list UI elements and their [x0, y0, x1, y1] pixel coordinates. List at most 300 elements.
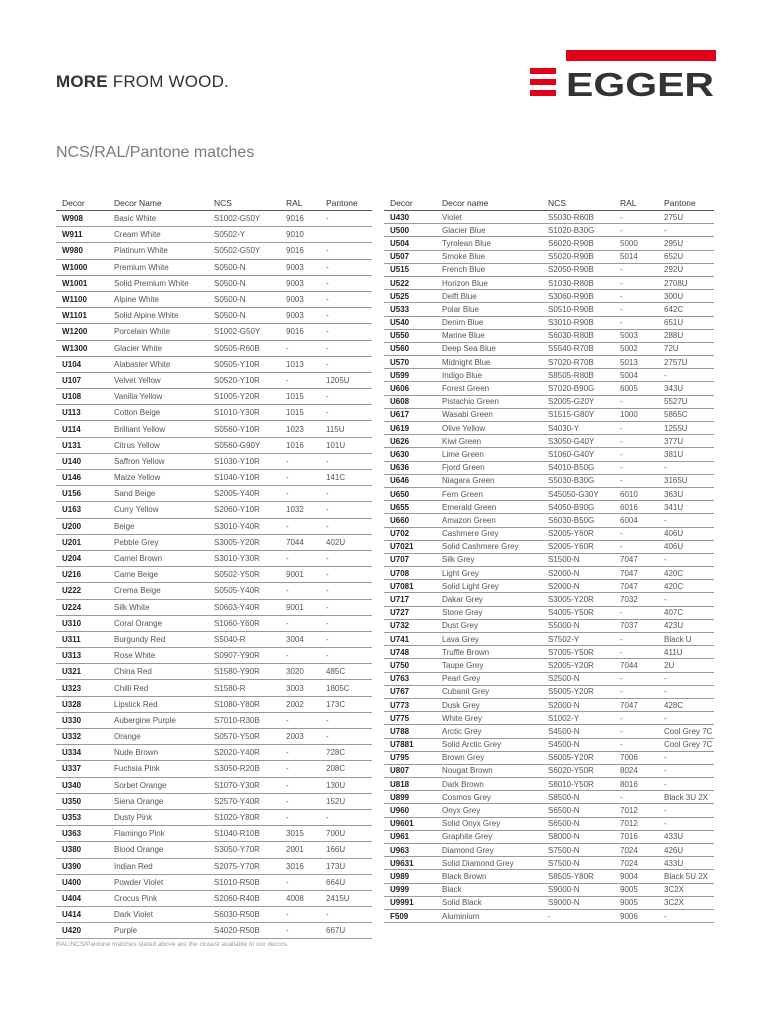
column-header-decor-name: Decor name	[436, 190, 542, 211]
decor-code: U717	[384, 593, 436, 606]
decor-code: U630	[384, 448, 436, 461]
ncs-code: S2005-G20Y	[542, 395, 614, 408]
decor-name: Niagara Green	[436, 474, 542, 487]
pantone-code: 141C	[320, 470, 372, 486]
ral-code: -	[614, 672, 658, 685]
pantone-code: 288U	[658, 329, 714, 342]
pantone-code: Cool Grey 7C	[658, 725, 714, 738]
pantone-code: -	[320, 243, 372, 259]
decor-code: U310	[56, 615, 108, 631]
decor-name: Lava Grey	[436, 633, 542, 646]
decor-code: U163	[56, 502, 108, 518]
table-row	[56, 696, 372, 712]
ral-code: 7024	[614, 844, 658, 857]
table-row	[56, 874, 372, 890]
decor-code: U989	[384, 870, 436, 883]
decor-code: U775	[384, 712, 436, 725]
ncs-code: S3005-Y20R	[208, 534, 280, 550]
decor-code: U204	[56, 550, 108, 566]
decor-name: Light Grey	[436, 567, 542, 580]
ncs-code: S2000-N	[542, 698, 614, 711]
decor-code: U570	[384, 356, 436, 369]
ral-code: -	[614, 316, 658, 329]
ral-code: -	[614, 290, 658, 303]
ral-code: -	[280, 793, 320, 809]
pantone-code: -	[320, 486, 372, 502]
decor-code: U617	[384, 408, 436, 421]
pantone-code: 292U	[658, 263, 714, 276]
decor-name: Fuchsia Pink	[108, 761, 208, 777]
decor-name: Platinum White	[108, 243, 208, 259]
column-header-pantone-code: Pantone	[320, 190, 372, 211]
decor-code: U727	[384, 606, 436, 619]
ncs-code: S1070-Y30R	[208, 777, 280, 793]
pantone-code: 295U	[658, 237, 714, 250]
pantone-code: 173C	[320, 696, 372, 712]
decor-name: Solid Arctic Grey	[436, 738, 542, 751]
table-row	[384, 909, 714, 922]
ncs-code: S7020-R70B	[542, 356, 614, 369]
ncs-code: S1580-R	[208, 680, 280, 696]
decor-code: U353	[56, 809, 108, 825]
pantone-code: 411U	[658, 646, 714, 659]
table-row	[384, 303, 714, 316]
ral-code: 6016	[614, 501, 658, 514]
decor-code: U707	[384, 553, 436, 566]
decor-name: Indian Red	[108, 858, 208, 874]
table-row	[384, 527, 714, 540]
decor-name: Rose White	[108, 648, 208, 664]
pantone-code: -	[658, 553, 714, 566]
ral-code: -	[280, 615, 320, 631]
pantone-code: 3165U	[658, 474, 714, 487]
table-row	[384, 237, 714, 250]
ncs-code: S6005-Y20R	[542, 751, 614, 764]
ral-code: 9010	[280, 227, 320, 243]
pantone-code: -	[320, 324, 372, 340]
ral-code: -	[614, 646, 658, 659]
table-row	[384, 896, 714, 909]
decor-code: U795	[384, 751, 436, 764]
pantone-code: -	[658, 461, 714, 474]
table-row	[384, 474, 714, 487]
table-row	[384, 435, 714, 448]
ral-code: 8024	[614, 764, 658, 777]
decor-code: U7021	[384, 540, 436, 553]
table-row	[384, 738, 714, 751]
ral-code: 7012	[614, 817, 658, 830]
decor-name: Solid Alpine White	[108, 308, 208, 324]
table-row	[56, 211, 372, 227]
decor-code: U504	[384, 237, 436, 250]
decor-name: Porcelain White	[108, 324, 208, 340]
ncs-code: S1020-Y80R	[208, 809, 280, 825]
decor-name: Crocus Pink	[108, 890, 208, 906]
pantone-code: Cool Grey 7C	[658, 738, 714, 751]
decor-name: Solid Onyx Grey	[436, 817, 542, 830]
table-row	[56, 275, 372, 291]
ncs-code: S9000-N	[542, 883, 614, 896]
ncs-code: S1580-Y90R	[208, 664, 280, 680]
decor-code: U533	[384, 303, 436, 316]
left-color-table	[56, 190, 372, 939]
ral-code: -	[614, 738, 658, 751]
decor-name: Siena Orange	[108, 793, 208, 809]
decor-name: Kiwi Green	[436, 435, 542, 448]
decor-code: W1300	[56, 340, 108, 356]
ral-code: 9004	[614, 870, 658, 883]
ncs-code: S0505-R60B	[208, 340, 280, 356]
decor-name: Curry Yellow	[108, 502, 208, 518]
table-row	[384, 514, 714, 527]
ncs-code: S1080-Y80R	[208, 696, 280, 712]
ral-code: 6005	[614, 382, 658, 395]
pantone-code: -	[658, 778, 714, 791]
ncs-code: S1500-N	[542, 553, 614, 566]
column-header-decor-code: Decor	[384, 190, 436, 211]
decor-code: U7881	[384, 738, 436, 751]
ncs-code: S1002-Y	[542, 712, 614, 725]
ncs-code: S6030-R80B	[542, 329, 614, 342]
ral-code: 8016	[614, 778, 658, 791]
ncs-code: S3050-R20B	[208, 761, 280, 777]
table-row	[56, 712, 372, 728]
ncs-code: S5030-R60B	[542, 211, 614, 224]
decor-name: Fjord Green	[436, 461, 542, 474]
table-row	[384, 857, 714, 870]
pantone-code: 300U	[658, 290, 714, 303]
decor-name: Black Brown	[436, 870, 542, 883]
decor-name: Fern Green	[436, 487, 542, 500]
pantone-code: -	[320, 291, 372, 307]
ral-code: 9003	[280, 259, 320, 275]
table-row	[56, 664, 372, 680]
ral-code: -	[280, 761, 320, 777]
decor-code: U515	[384, 263, 436, 276]
decor-code: W1200	[56, 324, 108, 340]
pantone-code: 485C	[320, 664, 372, 680]
ral-code: 2002	[280, 696, 320, 712]
decor-name: Saffron Yellow	[108, 453, 208, 469]
ral-code: 7006	[614, 751, 658, 764]
table-row	[384, 501, 714, 514]
table-row	[56, 680, 372, 696]
ral-code: -	[280, 712, 320, 728]
decor-code: U201	[56, 534, 108, 550]
decor-name: Solid Premium White	[108, 275, 208, 291]
pantone-code: 420C	[658, 580, 714, 593]
table-row	[384, 698, 714, 711]
ncs-code: S0502-Y	[208, 227, 280, 243]
ncs-code: S1002-G50Y	[208, 211, 280, 227]
decor-name: Arctic Grey	[436, 725, 542, 738]
ncs-code: S6020-Y50R	[542, 764, 614, 777]
pantone-code: -	[320, 308, 372, 324]
table-row	[384, 395, 714, 408]
ral-code: -	[614, 606, 658, 619]
decor-name: Solid Cashmere Grey	[436, 540, 542, 553]
ral-code: 2003	[280, 729, 320, 745]
ral-code: -	[280, 550, 320, 566]
decor-name: Nougat Brown	[436, 764, 542, 777]
ncs-code: S3010-Y30R	[208, 550, 280, 566]
table-row	[384, 211, 714, 224]
table-row	[384, 408, 714, 421]
pantone-code: 651U	[658, 316, 714, 329]
ncs-code: S9000-N	[542, 896, 614, 909]
ncs-code: S2060-Y10R	[208, 502, 280, 518]
ral-code: 7044	[280, 534, 320, 550]
ral-code: 9003	[280, 275, 320, 291]
decor-code: U999	[384, 883, 436, 896]
decor-name: Delft Blue	[436, 290, 542, 303]
table-row	[384, 448, 714, 461]
ncs-code: S0500-N	[208, 259, 280, 275]
pantone-code: 363U	[658, 487, 714, 500]
decor-code: U404	[56, 890, 108, 906]
decor-code: W1101	[56, 308, 108, 324]
ral-code: 4008	[280, 890, 320, 906]
pantone-code: -	[320, 712, 372, 728]
decor-name: Dark Violet	[108, 907, 208, 923]
ral-code: -	[280, 486, 320, 502]
table-row	[56, 453, 372, 469]
pantone-code: -	[320, 809, 372, 825]
pantone-code: -	[658, 804, 714, 817]
pantone-code: -	[658, 751, 714, 764]
decor-name: French Blue	[436, 263, 542, 276]
table-row	[384, 606, 714, 619]
ral-code: -	[614, 211, 658, 224]
ral-code: 9006	[614, 909, 658, 922]
ral-code: 7047	[614, 580, 658, 593]
table-row	[56, 729, 372, 745]
ncs-code: S7500-N	[542, 844, 614, 857]
pantone-code: 101U	[320, 437, 372, 453]
table-row	[56, 761, 372, 777]
pantone-code: 728C	[320, 745, 372, 761]
ral-code: 7012	[614, 804, 658, 817]
pantone-code: -	[320, 389, 372, 405]
pantone-code: 664U	[320, 874, 372, 890]
table-row	[56, 793, 372, 809]
decor-code: U200	[56, 518, 108, 534]
decor-code: W908	[56, 211, 108, 227]
table-row	[56, 227, 372, 243]
pantone-code: 115U	[320, 421, 372, 437]
decor-code: U337	[56, 761, 108, 777]
page-title: NCS/RAL/Pantone matches	[56, 144, 255, 161]
table-row	[384, 593, 714, 606]
ncs-code: S3010-Y40R	[208, 518, 280, 534]
table-row	[56, 923, 372, 939]
pantone-code: 2708U	[658, 276, 714, 289]
ncs-code: S1010-Y30R	[208, 405, 280, 421]
pantone-code: 2U	[658, 659, 714, 672]
table-row	[384, 883, 714, 896]
decor-code: U960	[384, 804, 436, 817]
table-row	[56, 826, 372, 842]
decor-code: U750	[384, 659, 436, 672]
ral-code: -	[280, 777, 320, 793]
table-row	[384, 250, 714, 263]
decor-code: U655	[384, 501, 436, 514]
table-row	[384, 791, 714, 804]
decor-name: Onyx Grey	[436, 804, 542, 817]
pantone-code: -	[320, 259, 372, 275]
ncs-code: S1060-G40Y	[542, 448, 614, 461]
table-row	[384, 580, 714, 593]
decor-name: Violet	[436, 211, 542, 224]
pantone-code	[320, 227, 372, 243]
table-row	[384, 817, 714, 830]
ral-code: 6010	[614, 487, 658, 500]
decor-name: Brilliant Yellow	[108, 421, 208, 437]
decor-code: U363	[56, 826, 108, 842]
decor-name: Cubanit Grey	[436, 685, 542, 698]
ral-code: 5002	[614, 342, 658, 355]
decor-code: U216	[56, 567, 108, 583]
decor-name: Purple	[108, 923, 208, 939]
ral-code: -	[614, 725, 658, 738]
ncs-code: S0500-N	[208, 308, 280, 324]
decor-code: U818	[384, 778, 436, 791]
table-row	[384, 712, 714, 725]
ncs-code: S7502-Y	[542, 633, 614, 646]
decor-name: Solid Black	[436, 896, 542, 909]
pantone-code: -	[320, 356, 372, 372]
decor-code: U334	[56, 745, 108, 761]
decor-name: China Red	[108, 664, 208, 680]
decor-name: Forest Green	[436, 382, 542, 395]
decor-code: U400	[56, 874, 108, 890]
table-row	[384, 224, 714, 237]
decor-name: Pistachio Green	[436, 395, 542, 408]
ral-code: 7047	[614, 553, 658, 566]
ral-code: 3015	[280, 826, 320, 842]
decor-name: Midnight Blue	[436, 356, 542, 369]
pantone-code: -	[658, 224, 714, 237]
table-row	[56, 470, 372, 486]
pantone-code: -	[320, 518, 372, 534]
decor-name: Silk White	[108, 599, 208, 615]
logo-top-bar	[566, 50, 716, 61]
ncs-code: S2020-Y40R	[208, 745, 280, 761]
decor-name: Premium White	[108, 259, 208, 275]
decor-name: Basic White	[108, 211, 208, 227]
table-row	[384, 764, 714, 777]
ral-code: 3020	[280, 664, 320, 680]
pantone-code: 5865C	[658, 408, 714, 421]
decor-code: U156	[56, 486, 108, 502]
ral-code: -	[280, 583, 320, 599]
decor-code: U390	[56, 858, 108, 874]
pantone-code: 1205U	[320, 372, 372, 388]
ral-code: 9005	[614, 883, 658, 896]
decor-code: U961	[384, 830, 436, 843]
decor-name: Black	[436, 883, 542, 896]
ncs-code: S5540-R70B	[542, 342, 614, 355]
decor-code: U636	[384, 461, 436, 474]
decor-code: U113	[56, 405, 108, 421]
decor-code: F509	[384, 909, 436, 922]
table-row	[56, 599, 372, 615]
decor-name: Brown Grey	[436, 751, 542, 764]
decor-name: Lime Green	[436, 448, 542, 461]
decor-code: U140	[56, 453, 108, 469]
table-row	[384, 672, 714, 685]
pantone-code: -	[320, 615, 372, 631]
decor-code: U748	[384, 646, 436, 659]
decor-code: U525	[384, 290, 436, 303]
table-row	[384, 276, 714, 289]
pantone-code: 428C	[658, 698, 714, 711]
decor-code: W911	[56, 227, 108, 243]
ncs-code: S8000-N	[542, 830, 614, 843]
ncs-code: S0505-Y40R	[208, 583, 280, 599]
table-row	[384, 316, 714, 329]
table-row	[56, 405, 372, 421]
table-row	[56, 243, 372, 259]
table-row	[384, 329, 714, 342]
decor-code: W980	[56, 243, 108, 259]
decor-name: Silk Grey	[436, 553, 542, 566]
ncs-code: S2000-N	[542, 580, 614, 593]
decor-code: U313	[56, 648, 108, 664]
ral-code: 9001	[280, 567, 320, 583]
pantone-code: 130U	[320, 777, 372, 793]
ral-code: -	[614, 395, 658, 408]
ncs-code: S0502-G50Y	[208, 243, 280, 259]
pantone-code: 381U	[658, 448, 714, 461]
decor-code: W1000	[56, 259, 108, 275]
decor-code: U114	[56, 421, 108, 437]
pantone-code: -	[320, 729, 372, 745]
ncs-code: S8505-R80B	[542, 369, 614, 382]
decor-name: Olive Yellow	[436, 422, 542, 435]
ncs-code: S3050-G40Y	[542, 435, 614, 448]
pantone-code: -	[320, 631, 372, 647]
pantone-code: Black U	[658, 633, 714, 646]
ncs-code: S0520-Y10R	[208, 372, 280, 388]
ral-code: 9005	[614, 896, 658, 909]
ral-code: 3016	[280, 858, 320, 874]
decor-name: Diamond Grey	[436, 844, 542, 857]
decor-name: Truffle Brown	[436, 646, 542, 659]
decor-code: U626	[384, 435, 436, 448]
decor-code: U330	[56, 712, 108, 728]
decor-name: Solid Light Grey	[436, 580, 542, 593]
table-row	[56, 340, 372, 356]
table-row	[384, 778, 714, 791]
pantone-code: 407C	[658, 606, 714, 619]
ncs-code: S2570-Y40R	[208, 793, 280, 809]
table-row	[56, 356, 372, 372]
decor-code: U224	[56, 599, 108, 615]
decor-code: U350	[56, 793, 108, 809]
table-row	[56, 809, 372, 825]
decor-name: Alpine White	[108, 291, 208, 307]
decor-code: U222	[56, 583, 108, 599]
ncs-code: S1020-B30G	[542, 224, 614, 237]
pantone-code: 173U	[320, 858, 372, 874]
pantone-code: -	[658, 764, 714, 777]
pantone-code: 152U	[320, 793, 372, 809]
ral-code: 9016	[280, 211, 320, 227]
table-row	[384, 342, 714, 355]
decor-name: Indigo Blue	[436, 369, 542, 382]
ncs-code: S6030-B50G	[542, 514, 614, 527]
